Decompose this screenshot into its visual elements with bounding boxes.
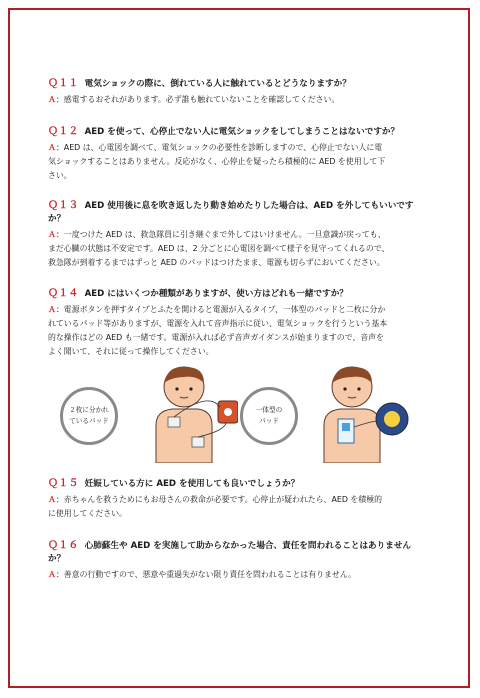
faq-item-q14 (48, 287, 442, 359)
answer (48, 228, 442, 270)
answer-line: 電源ボタンを押すタイプとふたを開けると電源が入るタイプ、一体型のパッドと二枚に分か (63, 305, 386, 314)
faq-item-q11 (48, 77, 442, 107)
question-number: Ｑ１１ (48, 78, 79, 89)
bubble-label-line: ているパッド (69, 417, 109, 425)
faq-item-q15 (48, 477, 442, 521)
answer-line: 的な操作はどの AED も一緒です。電源が入れば必ず音声ガイダンスが始まりますので、音声を (48, 333, 384, 342)
faq-item-q16 (48, 539, 442, 582)
question-line: 心肺蘇生や AED を実施して助からなかった場合、責任を問われることはありません (84, 541, 412, 551)
answer-line: よく聞いて、それに従って操作してください。 (48, 347, 214, 356)
answer-line: AED は、心電図を調べて、電気ショックの必要性を診断しますので、心停止でない人に電 (63, 143, 383, 152)
answer-line: に使用してください。 (48, 509, 127, 518)
bubble-label-line: 一体型の (255, 406, 283, 414)
answer (48, 303, 442, 359)
answer-line: さい。 (48, 171, 72, 180)
question-text: AED にはいくつか種類がありますが、使い方はどれも一緒ですか？ (84, 289, 348, 299)
question (48, 125, 442, 139)
question-number: Ｑ１５ (48, 478, 79, 489)
answer (48, 141, 442, 183)
answer-label: Ａ： (48, 570, 64, 579)
single-pad-bubble (240, 387, 298, 445)
question (48, 477, 442, 491)
question (48, 77, 442, 91)
answer-label: Ａ： (48, 230, 64, 239)
answer (48, 568, 442, 582)
faq-item-q12 (48, 125, 442, 183)
question-number: Ｑ１３ (48, 200, 79, 211)
answer-line: 救急隊が到着するまではずっと AED のパッドはつけたまま、電源も切らずにおいてください。 (48, 258, 385, 267)
answer (48, 93, 442, 107)
answer-label: Ａ： (48, 143, 64, 152)
bubble-label-line: ２枚に分かれ (69, 406, 109, 414)
child-with-two-pads-illustration (138, 361, 238, 463)
faq-item-q13 (48, 199, 442, 270)
answer-text: 善意の行動ですので、悪意や重過失がない限り責任を問われることは有りません。 (63, 570, 357, 579)
question-line: か？ (48, 554, 66, 564)
answer-label: Ａ： (48, 495, 64, 504)
faq-content (48, 77, 442, 582)
answer-label: Ａ： (48, 305, 64, 314)
question-line: か？ (48, 214, 66, 224)
answer-line: 気ショックすることはありません。反応がなく、心停止を疑ったら積極的に AED を使用して下 (48, 157, 386, 166)
bubble-label-line: パッド (259, 417, 279, 425)
answer-line: れているパッド等がありますが、電源を入れて音声指示に従い、電気ショックを行うという基本 (48, 319, 388, 328)
two-pad-bubble (60, 387, 118, 445)
question-text: 妊娠している方に AED を使用しても良いでしょうか？ (84, 479, 300, 489)
answer-line: 一度つけた AED は、救急隊員に引き継ぐまで外してはいけません。一旦意識が戻っても、 (63, 230, 386, 239)
aed-pad-illustration (48, 361, 442, 463)
question (48, 199, 442, 226)
child-with-integrated-pad-illustration (310, 361, 410, 463)
question (48, 539, 442, 566)
answer-label: Ａ： (48, 95, 64, 104)
answer (48, 493, 442, 521)
question-number: Ｑ１２ (48, 126, 79, 137)
answer-line: 赤ちゃんを救うためにもお母さんの救命が必要です。心停止が疑われたら、AED を積極的 (63, 495, 382, 504)
question (48, 287, 442, 301)
question-number: Ｑ１４ (48, 288, 79, 299)
answer-text: 感電するおそれがあります。必ず誰も触れていないことを確認してください。 (63, 95, 340, 104)
question-line: AED 使用後に息を吹き返したり動き始めたりした場合は、AED を外してもいいです (84, 201, 414, 211)
question-text: 電気ショックの際に、倒れている人に触れているとどうなりますか？ (84, 79, 351, 89)
answer-line: まだ心臓の状態は不安定です。AED は、2 分ごとに心電図を調べて様子を見守ってくれるので、 (48, 244, 390, 253)
question-text: AED を使って、心停止でない人に電気ショックをしてしまうことはないですか？ (84, 127, 400, 137)
question-number: Ｑ１６ (48, 540, 79, 551)
